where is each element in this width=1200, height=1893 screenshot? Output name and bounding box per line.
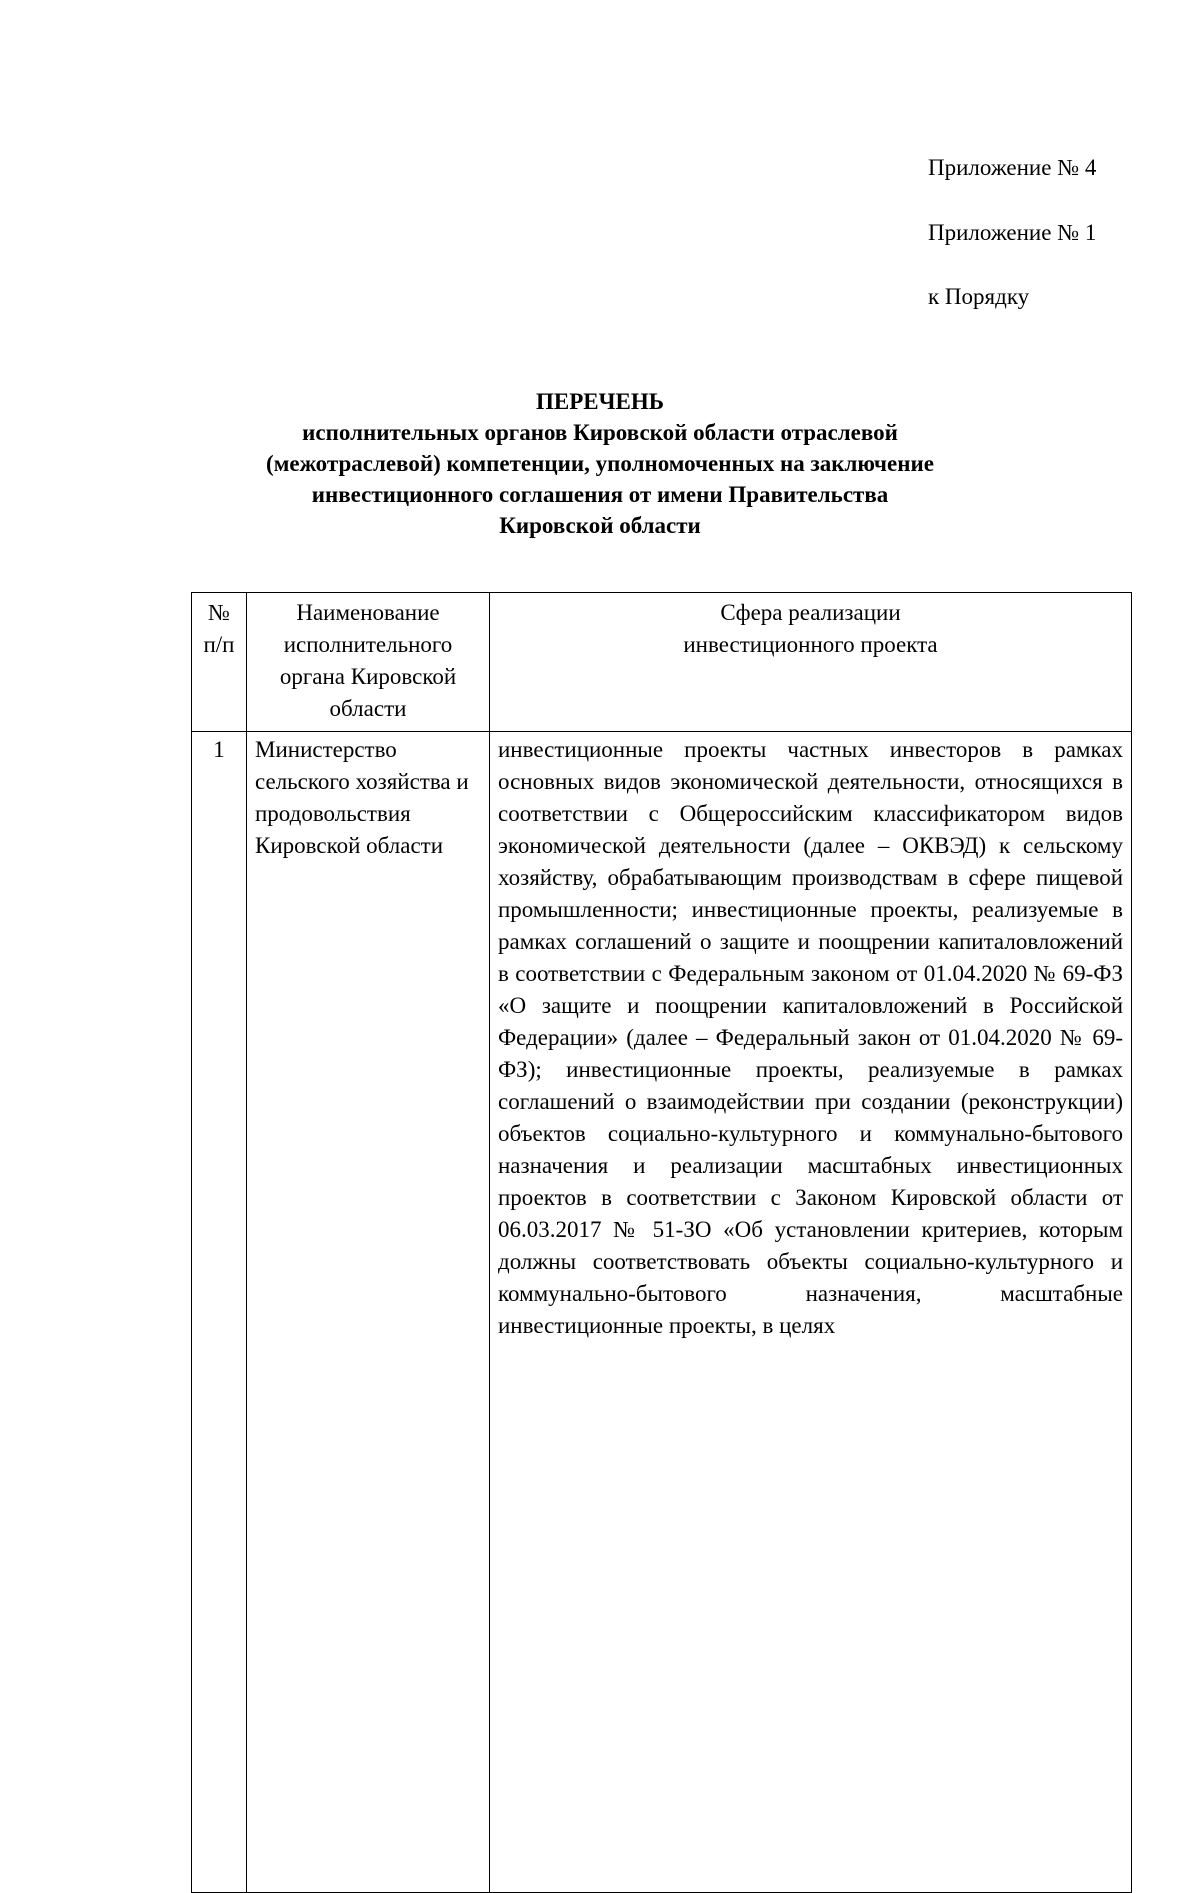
header-number-line-2: п/п [203, 632, 235, 657]
header-scope-line-2: инвестиционного проекта [683, 632, 938, 657]
title-line-4: Кировской области [499, 513, 701, 538]
header-number-line-1: № [208, 600, 230, 625]
header-scope-line-1: Сфера реализации [720, 600, 901, 625]
title-heading: ПЕРЕЧЕНЬ [536, 389, 664, 414]
title-line-1: исполнительных органов Кировской области отраслевой [302, 420, 898, 445]
header-organization [247, 593, 490, 732]
header-organization-line-3: органа Кировской [279, 664, 457, 689]
table-row [192, 732, 1132, 1893]
appendix-line-1: Приложение № 4 [928, 155, 1097, 180]
document-title [200, 386, 1000, 541]
header-organization-line-2: исполнительного [283, 632, 453, 657]
appendix-line-2: Приложение № 1 [928, 220, 1097, 245]
title-line-2: (межотраслевой) компетенции, уполномоченных на заключение [266, 451, 934, 476]
header-number [192, 593, 247, 732]
appendix-line-3: к Порядку [928, 284, 1030, 309]
header-organization-line-1: Наименование [296, 600, 440, 625]
table-header-row [192, 593, 1132, 732]
authorities-table [191, 592, 1132, 1893]
row-number: 1 [192, 732, 247, 1893]
header-scope [490, 593, 1132, 732]
row-organization: Министерство сельского хозяйства и продовольствия Кировской области [247, 732, 490, 1893]
header-organization-line-4: области [329, 696, 407, 721]
row-scope: инвестиционные проекты частных инвесторов в рамках основных видов экономической деятельности, относящихся в соответствии с Общероссийским классификатором видов экономической деятельности (далее – ОКВЭД) к сельскому хозяйству, обрабатывающим производствам в сфере пищевой промышленности; инвестиционные проекты, реализуемые в рамках соглашений о защите и поощрении капиталовложений в соответствии с Федеральным законом от 01.04.2020 № 69-ФЗ «О защите и поощрении капиталовложений в Российской Федерации» (далее – Федеральный закон от 01.04.2020 № 69-ФЗ); инвестиционные проекты, реализуемые в рамках соглашений о взаимодействии при создании (реконструкции) объектов социально-культурного и коммунально-бытового назначения и реализации масштабных инвестиционных проектов в соответствии с Законом Кировской области от 06.03.2017 № 51-ЗО «Об установлении критериев, которым должны соответствовать объекты социально-культурного и коммунально-бытового назначения, масштабные инвестиционные проекты, в целях [490, 732, 1132, 1893]
title-line-3: инвестиционного соглашения от имени Правительства [311, 482, 889, 507]
